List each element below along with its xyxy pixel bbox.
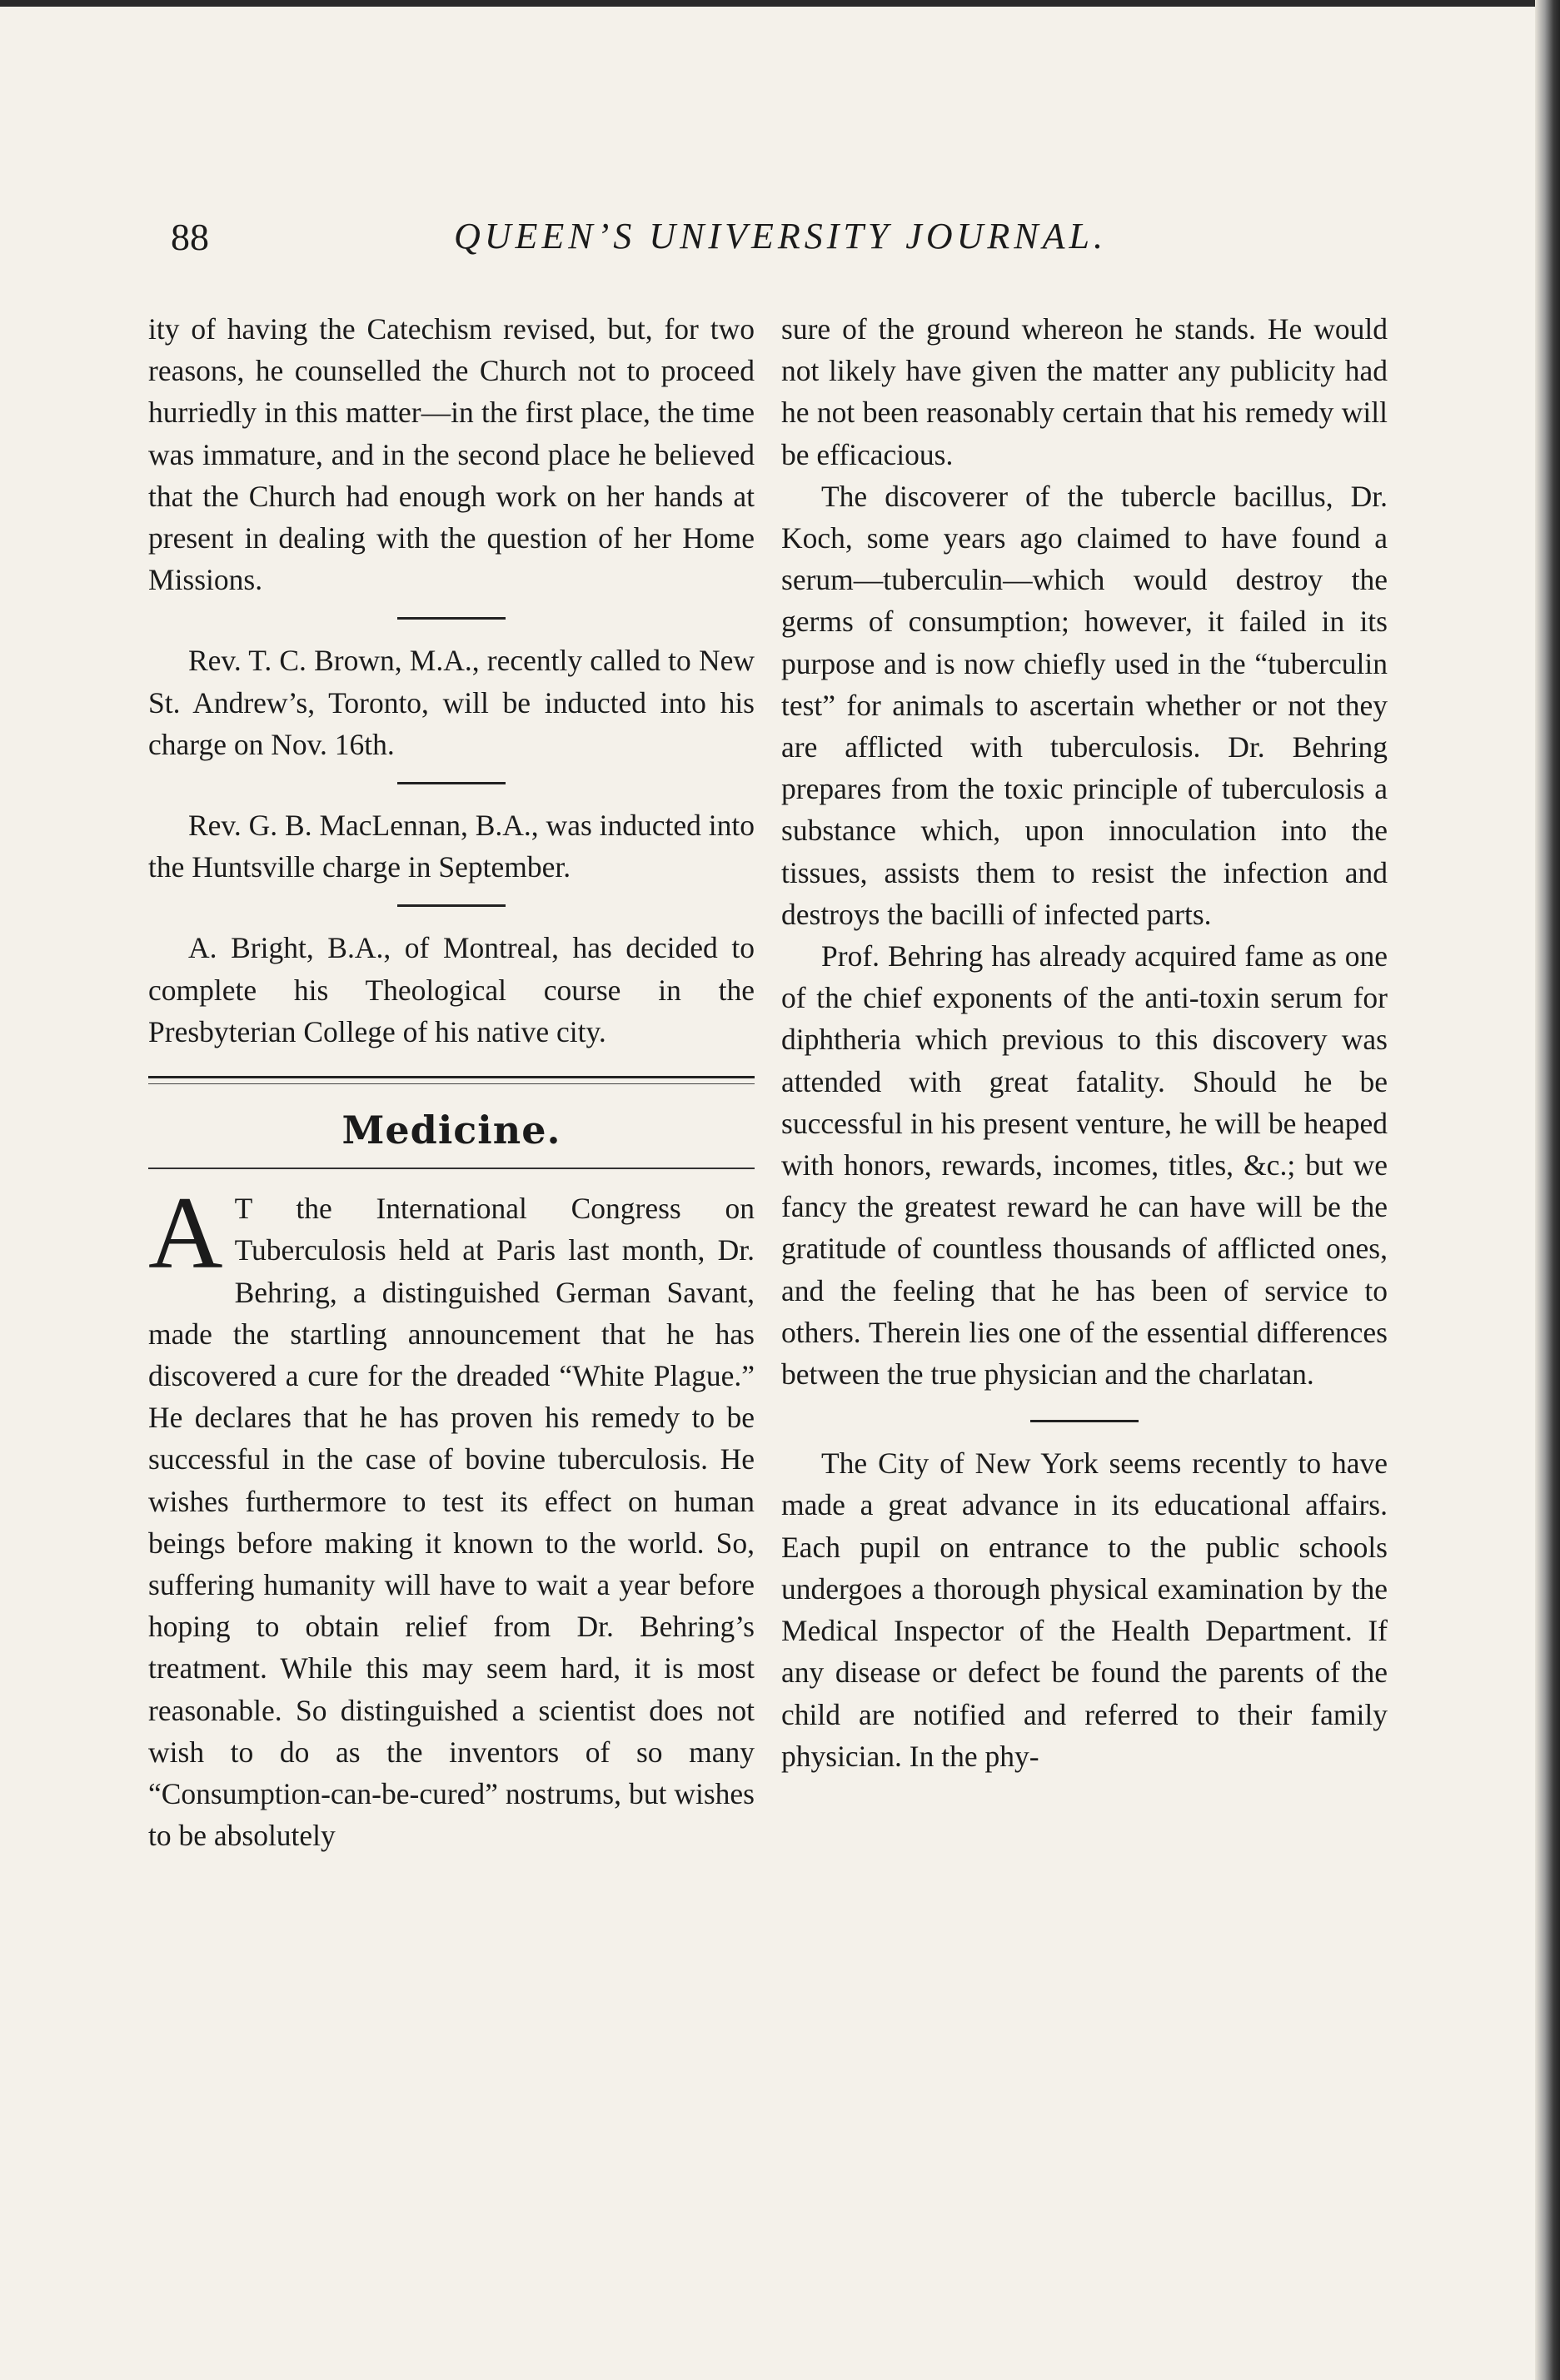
paragraph-congress (148, 1176, 755, 1856)
section-double-rule (148, 1076, 755, 1084)
paragraph-behring-fame: Prof. Behring has already acquired fame as one of the chief exponents of the anti-toxin serum for diphtheria which previous to this discovery was attended with great fatality. Should he be successful in his present venture, he will be heaped with honors, rewards, incomes, titles, &c.; but we fancy the greatest reward he can have will be the gratitude of countless thousands of afflicted ones, and the feeling that he has been of service to others. Therein lies one of the essential differences between the true physician and the charlatan. (781, 939, 1388, 1392)
paragraph-brown: Rev. T. C. Brown, M.A., recently called to New St. Andrew’s, Toronto, will be inducted into his charge on Nov. 16th. (148, 644, 755, 761)
paragraph-koch: The discoverer of the tubercle bacillus, Dr. Koch, some years ago claimed to have found a serum—tuberculin—which would destroy the germs of consumption; however, it failed in its purpose and is now chiefly used in the “tuberculin test” for animals to ascertain whether or not they are afflicted with tuberculosis. Dr. Behring prepares from the toxic principle of tuberculosis a substance which, upon innoculation into the tissues, assists them to resist the infection and destroys the bacilli of infected parts. (781, 479, 1388, 931)
paragraph-catechism: ity of having the Catechism revised, but, for two reasons, he counselled the Church not to proceed hurriedly in this matter—in the first place, the time was immature, and in the second place he believed that the Church had enough work on her hands at present in dealing with the question of her Home Missions. (148, 312, 755, 597)
section-heading: Medicine. (341, 1108, 561, 1153)
paragraph-maclennan: Rev. G. B. MacLennan, B.A., was inducted into the Huntsville charge in September. (148, 809, 755, 884)
divider (397, 617, 506, 620)
divider (1030, 1420, 1139, 1422)
journal-title: QUEEN’S UNIVERSITY JOURNAL. (454, 216, 1107, 256)
divider (397, 904, 506, 907)
heading-rule (148, 1168, 755, 1169)
right-column (781, 308, 1388, 1777)
paragraph-ground: sure of the ground whereon he stands. He would not likely have given the matter any publicity had he not been reasonably certain that his remedy will be efficacious. (781, 312, 1388, 471)
left-column (148, 308, 755, 1857)
divider (397, 782, 506, 784)
drop-cap: A (148, 1176, 223, 1291)
paragraph-new-york: The City of New York seems recently to have made a great advance in its educational affairs. Each pupil on entrance to the public schools undergoes a thorough physical examination by the Medical Inspector of the Health Department. If any disease or defect be found the parents of the child are notified and referred to their family physician. In the phy- (781, 1446, 1388, 1773)
scan-top-edge (0, 0, 1560, 7)
paragraph-bright: A. Bright, B.A., of Montreal, has decided to complete his Theological course in the Presbyterian College of his native city. (148, 931, 755, 1048)
paragraph-congress-text: T the International Congress on Tuberculosis held at Paris last month, Dr. Behring, a distinguished German Savant, made the startling announcement that he has discovered a cure for the dreaded “White Plague.” He declares that he has proven his remedy to be successful in the case of bovine tuberculosis. He wishes furthermore to test its effect on human beings before making it known to the world. So, suffering humanity will have to wait a year before hoping to obtain relief from Dr. Behring’s treatment. While this may seem hard, it is most reasonable. So distinguished a scientist does not wish to do as the inventors of so many “Consumption-can-be-cured” nostrums, but wishes to be absolutely (148, 1192, 755, 1853)
scan-binding-edge (1535, 0, 1560, 2380)
page-number: 88 (171, 216, 209, 258)
